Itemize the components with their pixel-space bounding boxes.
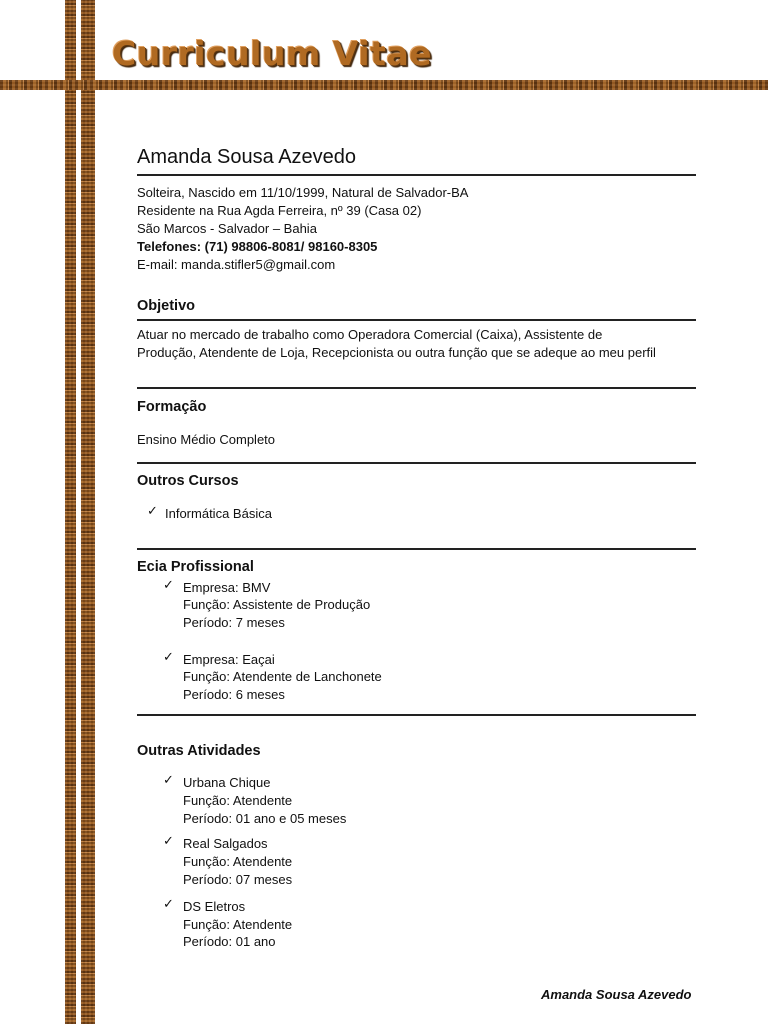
- person-name: Amanda Sousa Azevedo: [137, 146, 357, 168]
- experiencia-empresa: Empresa: Eaçai: [183, 652, 275, 667]
- checkmark-icon: ✓: [163, 833, 174, 848]
- objetivo-text-line: Atuar no mercado de trabalho como Operadora Comercial (Caixa), Assistente de: [137, 327, 603, 342]
- wood-border-horizontal: [0, 80, 768, 90]
- atividade-nome: Real Salgados: [183, 836, 268, 851]
- section-heading-formacao: Formação: [137, 399, 207, 415]
- experiencia-funcao: Função: Assistente de Produção: [183, 597, 371, 612]
- section-heading-objetivo: Objetivo: [137, 298, 196, 314]
- divider: [137, 548, 696, 550]
- divider: [137, 714, 696, 716]
- section-heading-outras-atividades: Outras Atividades: [137, 743, 261, 759]
- formacao-item: Ensino Médio Completo: [137, 432, 276, 447]
- checkmark-icon: ✓: [163, 577, 174, 592]
- atividade-funcao: Função: Atendente: [183, 917, 293, 932]
- atividade-periodo: Período: 07 meses: [183, 872, 293, 887]
- atividade-nome: Urbana Chique: [183, 775, 271, 790]
- divider: [137, 387, 696, 389]
- section-heading-experiencia: Ecia Profissional: [137, 559, 254, 575]
- atividade-funcao: Função: Atendente: [183, 793, 293, 808]
- checkmark-icon: ✓: [163, 772, 174, 787]
- address-line: Residente na Rua Agda Ferreira, nº 39 (Casa 02): [137, 203, 422, 218]
- checkmark-icon: ✓: [163, 896, 174, 911]
- atividade-periodo: Período: 01 ano e 05 meses: [183, 811, 347, 826]
- curso-item: Informática Básica: [165, 506, 272, 521]
- atividade-periodo: Período: 01 ano: [183, 934, 276, 949]
- atividade-funcao: Função: Atendente: [183, 854, 293, 869]
- experiencia-periodo: Período: 6 meses: [183, 687, 285, 702]
- divider: [137, 462, 696, 464]
- divider: [137, 319, 696, 321]
- experiencia-periodo: Período: 7 meses: [183, 615, 285, 630]
- divider: [137, 174, 696, 176]
- phones-line: Telefones: (71) 98806-8081/ 98160-8305: [137, 239, 378, 254]
- experiencia-funcao: Função: Atendente de Lanchonete: [183, 669, 382, 684]
- document-title: Curriculum Vitae: [112, 34, 433, 73]
- footer-name: Amanda Sousa Azevedo: [541, 987, 692, 1002]
- atividade-nome: DS Eletros: [183, 899, 246, 914]
- personal-info-line: Solteira, Nascido em 11/10/1999, Natural de Salvador-BA: [137, 185, 469, 200]
- section-heading-outros-cursos: Outros Cursos: [137, 473, 239, 489]
- objetivo-text-line: Produção, Atendente de Loja, Recepcionista ou outra função que se adeque ao meu perfil: [137, 345, 656, 360]
- wood-border-vertical-right: [81, 0, 95, 1024]
- checkmark-icon: ✓: [147, 503, 158, 518]
- checkmark-icon: ✓: [163, 649, 174, 664]
- experiencia-empresa: Empresa: BMV: [183, 580, 271, 595]
- wood-border-vertical-left: [65, 0, 76, 1024]
- city-line: São Marcos - Salvador – Bahia: [137, 221, 317, 236]
- email-line: E-mail: manda.stifler5@gmail.com: [137, 257, 336, 272]
